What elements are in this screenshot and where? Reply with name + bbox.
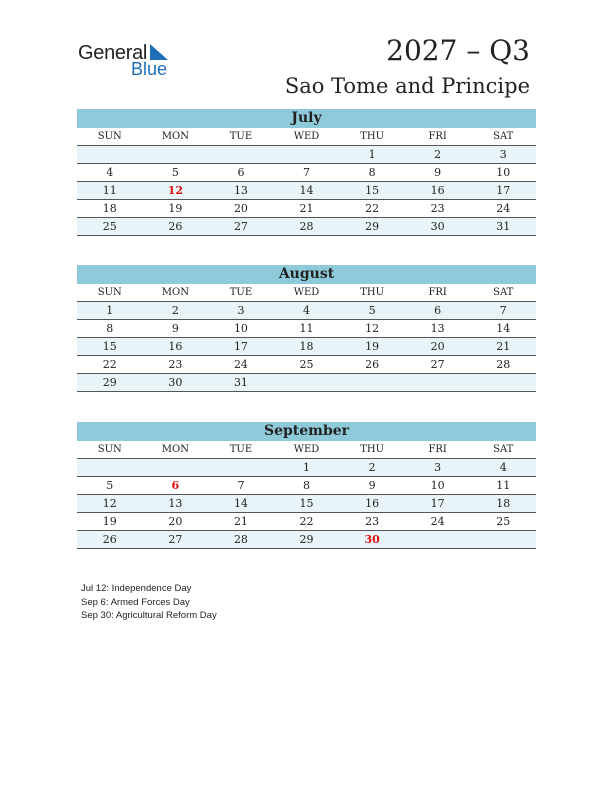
weekday-label: SAT [493, 131, 514, 142]
day-cell: 6 [237, 166, 245, 179]
week-row [77, 459, 536, 477]
day-cell: 3 [237, 304, 245, 317]
week-row [77, 218, 536, 236]
day-cell: 21 [496, 340, 511, 353]
day-cell [274, 146, 340, 163]
weekday-row [77, 128, 536, 146]
day-cell: 23 [168, 358, 183, 371]
day-cell [470, 374, 536, 391]
day-cell: 15 [365, 184, 380, 197]
day-cell: 12 [102, 497, 117, 510]
day-cell: 2 [434, 148, 442, 161]
week-row [77, 477, 536, 495]
day-cell: 9 [368, 479, 376, 492]
logo [78, 40, 198, 80]
day-cell [77, 146, 143, 163]
day-cell [274, 374, 340, 391]
day-cell: 16 [168, 340, 183, 353]
week-row [77, 338, 536, 356]
day-cell: 31 [496, 220, 511, 233]
weekday-label: SUN [97, 131, 122, 142]
day-cell: 22 [102, 358, 117, 371]
day-cell: 26 [365, 358, 380, 371]
day-cell: 10 [496, 166, 511, 179]
day-cell: 3 [434, 461, 442, 474]
day-cell: 2 [171, 304, 179, 317]
day-cell: 4 [303, 304, 311, 317]
day-cell: 3 [499, 148, 507, 161]
month-header: July [77, 109, 536, 128]
day-cell: 2 [368, 461, 376, 474]
weekday-row [77, 441, 536, 459]
week-row [77, 495, 536, 513]
weekday-label: WED [293, 131, 320, 142]
day-cell: 29 [102, 376, 117, 389]
day-cell: 17 [430, 497, 445, 510]
day-cell: 30 [364, 533, 380, 546]
day-cell: 25 [299, 358, 314, 371]
day-cell: 28 [233, 533, 248, 546]
day-cell: 22 [299, 515, 314, 528]
day-cell: 5 [171, 166, 179, 179]
week-row [77, 356, 536, 374]
week-row [77, 320, 536, 338]
day-cell: 6 [434, 304, 442, 317]
day-cell: 5 [106, 479, 114, 492]
day-cell: 9 [434, 166, 442, 179]
weekday-label: THU [360, 287, 385, 298]
day-cell [208, 459, 274, 476]
day-cell [405, 374, 471, 391]
day-cell [208, 146, 274, 163]
day-cell: 26 [168, 220, 183, 233]
weekday-label: THU [360, 131, 385, 142]
day-cell: 19 [365, 340, 380, 353]
day-cell: 17 [233, 340, 248, 353]
day-cell: 17 [496, 184, 511, 197]
day-cell: 31 [233, 376, 248, 389]
weekday-label: SUN [97, 287, 122, 298]
month-july [77, 109, 536, 236]
weekday-label: FRI [428, 287, 447, 298]
weekday-label: SUN [97, 444, 122, 455]
logo-general-text: General [78, 42, 148, 64]
day-cell: 9 [171, 322, 179, 335]
day-cell: 29 [299, 533, 314, 546]
day-cell: 30 [430, 220, 445, 233]
day-cell: 8 [303, 479, 311, 492]
day-cell: 21 [299, 202, 314, 215]
day-cell: 11 [299, 322, 314, 335]
day-cell: 20 [233, 202, 248, 215]
month-header: September [77, 422, 536, 441]
week-row [77, 513, 536, 531]
day-cell: 24 [430, 515, 445, 528]
day-cell [143, 146, 209, 163]
day-cell [339, 374, 405, 391]
day-cell: 16 [365, 497, 380, 510]
weekday-label: SAT [493, 444, 514, 455]
day-cell: 5 [368, 304, 376, 317]
weekday-row [77, 284, 536, 302]
day-cell: 1 [106, 304, 114, 317]
day-cell [405, 531, 471, 548]
week-row [77, 164, 536, 182]
day-cell: 27 [430, 358, 445, 371]
day-cell: 20 [168, 515, 183, 528]
day-cell: 24 [496, 202, 511, 215]
month-september [77, 422, 536, 549]
weekday-label: SAT [493, 287, 514, 298]
day-cell: 14 [496, 322, 511, 335]
day-cell: 11 [496, 479, 511, 492]
day-cell: 14 [299, 184, 314, 197]
day-cell: 8 [368, 166, 376, 179]
day-cell: 15 [102, 340, 117, 353]
day-cell: 19 [102, 515, 117, 528]
weekday-label: FRI [428, 444, 447, 455]
weekday-label: THU [360, 444, 385, 455]
weekday-label: MON [161, 287, 189, 298]
week-row [77, 146, 536, 164]
day-cell: 13 [233, 184, 248, 197]
day-cell: 18 [299, 340, 314, 353]
week-row [77, 374, 536, 392]
weekday-label: WED [293, 287, 320, 298]
day-cell: 11 [102, 184, 117, 197]
page-title: 2027 – Q3 [386, 34, 530, 67]
day-cell: 10 [430, 479, 445, 492]
day-cell: 23 [430, 202, 445, 215]
day-cell: 25 [102, 220, 117, 233]
day-cell [77, 459, 143, 476]
day-cell: 1 [303, 461, 311, 474]
day-cell: 8 [106, 322, 114, 335]
day-cell: 14 [233, 497, 248, 510]
day-cell: 26 [102, 533, 117, 546]
week-row [77, 182, 536, 200]
weekday-label: FRI [428, 131, 447, 142]
day-cell [470, 531, 536, 548]
day-cell: 21 [233, 515, 248, 528]
day-cell: 18 [496, 497, 511, 510]
day-cell: 25 [496, 515, 511, 528]
day-cell: 29 [365, 220, 380, 233]
weekday-label: MON [161, 131, 189, 142]
weekday-label: TUE [229, 287, 253, 298]
day-cell: 24 [233, 358, 248, 371]
weekday-label: TUE [229, 131, 253, 142]
day-cell: 13 [430, 322, 445, 335]
day-cell: 16 [430, 184, 445, 197]
weekday-label: TUE [229, 444, 253, 455]
holiday-note: Jul 12: Independence Day [81, 583, 192, 594]
day-cell: 4 [499, 461, 507, 474]
day-cell: 13 [168, 497, 183, 510]
week-row [77, 302, 536, 320]
day-cell: 22 [365, 202, 380, 215]
day-cell: 28 [496, 358, 511, 371]
day-cell: 15 [299, 497, 314, 510]
day-cell: 7 [499, 304, 507, 317]
day-cell: 7 [237, 479, 245, 492]
logo-blue-text: Blue [131, 59, 168, 79]
day-cell: 20 [430, 340, 445, 353]
day-cell: 30 [168, 376, 183, 389]
day-cell: 10 [233, 322, 248, 335]
day-cell: 12 [365, 322, 380, 335]
weekday-label: WED [293, 444, 320, 455]
day-cell: 18 [102, 202, 117, 215]
day-cell: 4 [106, 166, 114, 179]
day-cell: 1 [368, 148, 376, 161]
country-name: Sao Tome and Principe [284, 74, 530, 98]
day-cell: 28 [299, 220, 314, 233]
month-august [77, 265, 536, 392]
month-header: August [77, 265, 536, 284]
holiday-notes [81, 582, 217, 623]
day-cell: 23 [365, 515, 380, 528]
day-cell: 6 [171, 479, 180, 492]
day-cell: 27 [233, 220, 248, 233]
holiday-note: Sep 30: Agricultural Reform Day [81, 610, 217, 621]
week-row [77, 531, 536, 549]
day-cell: 12 [167, 184, 184, 197]
day-cell [143, 459, 209, 476]
weekday-label: MON [161, 444, 189, 455]
holiday-note: Sep 6: Armed Forces Day [81, 596, 190, 608]
day-cell: 27 [168, 533, 183, 546]
day-cell: 19 [168, 202, 183, 215]
day-cell: 7 [303, 166, 311, 179]
week-row [77, 200, 536, 218]
